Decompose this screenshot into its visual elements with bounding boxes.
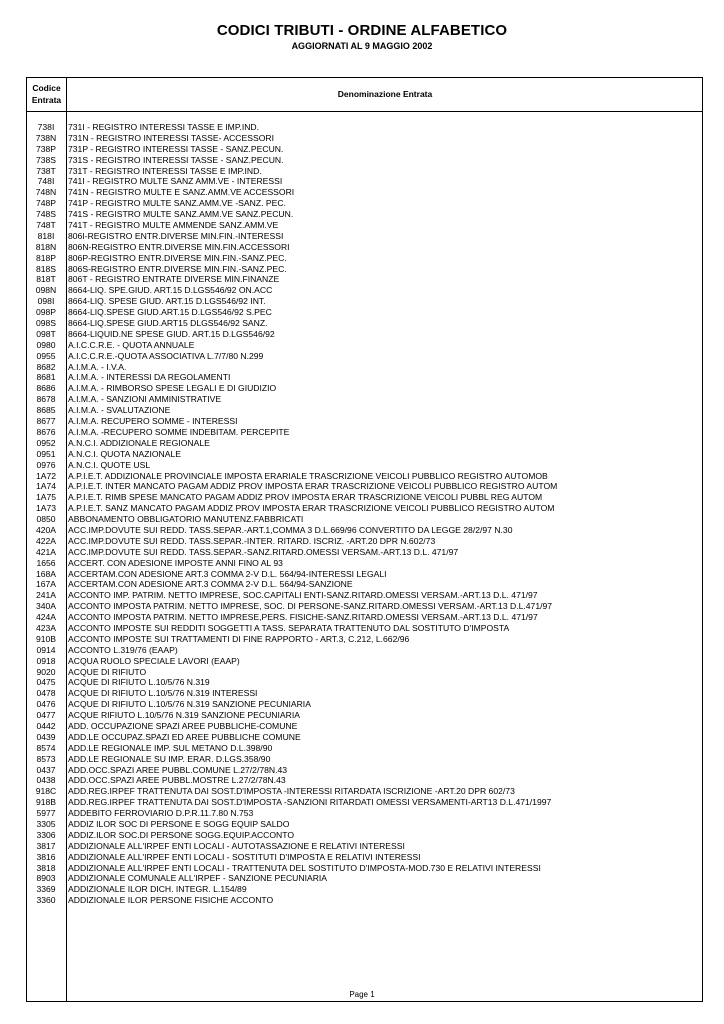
table-row <box>26 645 703 656</box>
row-name: ACQUE DI RIFIUTO L.10/5/76 N.319 SANZIONE PECUNIARIA <box>68 699 311 710</box>
row-name: 8664-LIQUID.NE SPESE GIUD. ART.15 D.LGS546/92 <box>68 328 275 339</box>
row-name: A.P.I.E.T. ADDIZIONALE PROVINCIALE IMPOSTA ERARIALE TRASCRIZIONE VEICOLI PUBBLICO REGISTRO AUTOMOB <box>68 470 548 481</box>
row-name: ADDIZIONALE ILOR DICH. INTEGR. L.154/89 <box>68 884 247 895</box>
table-row <box>26 819 703 830</box>
row-code: 0437 <box>36 764 56 775</box>
row-code: 1A74 <box>35 481 57 492</box>
row-name: 741N - REGISTRO MULTE E SANZ.AMM.VE ACCESSORI <box>68 187 295 198</box>
row-code: 424A <box>35 612 57 623</box>
table-row <box>26 416 703 427</box>
row-code: 0914 <box>36 644 56 655</box>
row-code: 3360 <box>36 895 56 906</box>
row-code: 910B <box>35 633 57 644</box>
row-code: 0850 <box>36 514 56 525</box>
table-row <box>26 525 703 536</box>
row-name: ACCONTO IMP. PATRIM. NETTO IMPRESE, SOC.CAPITALI ENTI-SANZ.RITARD.OMESSI VERSAM.-ART.13 D.L. 471/97 <box>68 590 538 601</box>
row-code: 8678 <box>36 394 56 405</box>
row-code: 0952 <box>36 437 56 448</box>
row-code: 0478 <box>36 688 56 699</box>
row-code: 0976 <box>36 459 56 470</box>
row-name: ACCONTO IMPOSTA PATRIM. NETTO IMPRESE, SOC. DI PERSONE-SANZ.RITARD.OMESSI VERSAM.-ART.13 D.L.471/97 <box>68 601 553 612</box>
row-name: ADDIZIONALE COMUNALE ALL'IRPEF - SANZIONE PECUNIARIA <box>68 873 328 884</box>
row-name: ADDIZIONALE ALL'IRPEF ENTI LOCALI - AUTOTASSAZIONE E RELATIVI INTERESSI <box>68 840 405 851</box>
table-row <box>26 471 703 482</box>
row-code: 0918 <box>36 655 56 666</box>
row-code: 918B <box>35 797 57 808</box>
row-code: 8677 <box>36 416 56 427</box>
table-row <box>26 710 703 721</box>
row-code: 168A <box>35 568 57 579</box>
row-name: 731P - REGISTRO INTERESSI TASSE - SANZ.PECUN. <box>68 143 284 154</box>
row-code: 098P <box>35 307 57 318</box>
row-name: ACQUE DI RIFIUTO L.10/5/76 N.319 <box>68 677 210 688</box>
row-name: ADD.LE OCCUPAZ.SPAZI ED AREE PUBBLICHE COMUNE <box>68 731 301 742</box>
table-row <box>26 873 703 884</box>
table-row <box>26 492 703 503</box>
table-row <box>26 372 703 383</box>
table-row <box>26 253 703 264</box>
table-row <box>26 231 703 242</box>
page-subtitle: AGGIORNATI AL 9 MAGGIO 2002 <box>291 41 433 51</box>
row-name: 731N - REGISTRO INTERESSI TASSE- ACCESSORI <box>68 132 274 143</box>
row-name: ACCERTAM.CON ADESIONE ART.3 COMMA 2-V D.L. 564/94-SANZIONE <box>68 579 353 590</box>
column-header-name: Denominazione Entrata <box>337 89 433 99</box>
row-code: 818I <box>37 230 55 241</box>
row-code: 8685 <box>36 405 56 416</box>
row-code: 738T <box>36 165 56 176</box>
table-row <box>26 318 703 329</box>
row-name: ADD. OCCUPAZIONE SPAZI AREE PUBBLICHE-COMUNE <box>68 720 298 731</box>
row-name: ACCONTO IMPOSTE SUI REDDITI SOGGETTI A TASS. SEPARATA TRATTENUTO DAL SOSTITUTO D'IMPOSTA <box>68 622 510 633</box>
row-code: 8681 <box>36 372 56 383</box>
row-code: 748I <box>37 176 55 187</box>
row-name: 806N-REGISTRO ENTR.DIVERSE MIN.FIN.ACCESSORI <box>68 241 290 252</box>
row-name: A.I.M.A. RECUPERO SOMME - INTERESSI <box>68 416 238 427</box>
row-code: 421A <box>35 546 57 557</box>
row-code: 0951 <box>36 448 56 459</box>
table-row <box>26 307 703 318</box>
row-code: 748P <box>35 198 57 209</box>
row-name: 731I - REGISTRO INTERESSI TASSE E IMP.IND. <box>68 122 260 132</box>
row-code: 8686 <box>36 383 56 394</box>
table-row <box>26 242 703 253</box>
row-name: 8664-LIQ. SPE.GIUD. ART.15 D.LGS546/92 ON.ACC <box>68 285 273 296</box>
row-code: 422A <box>35 535 57 546</box>
table-row <box>26 667 703 678</box>
table-row <box>26 166 703 177</box>
table-row <box>26 841 703 852</box>
row-code: 3306 <box>36 829 56 840</box>
row-name: 8664-LIQ.SPESE GIUD.ART15 DLGS546/92 SANZ. <box>68 318 268 329</box>
row-name: ACCERTAM.CON ADESIONE ART.3 COMMA 2-V D.L. 564/94-INTERESSI LEGALI <box>68 568 387 579</box>
table-row <box>26 547 703 558</box>
row-name: A.I.M.A. - SVALUTAZIONE <box>68 405 171 416</box>
table-row <box>26 264 703 275</box>
page-number: Page 1 <box>349 990 375 999</box>
table-row <box>26 699 703 710</box>
row-code: 738I <box>37 122 55 132</box>
row-name: ADD.OCC.SPAZI AREE PUBBL.MOSTRE L.27/2/78N.43 <box>68 775 286 786</box>
header-divider <box>26 111 703 112</box>
row-name: ADDIZIONALE ALL'IRPEF ENTI LOCALI - TRATTENUTA DEL SOSTITUTO D'IMPOSTA-MOD.730 E RELATIVI INTERESSI <box>68 862 541 873</box>
row-name: ACCONTO IMPOSTE SUI TRATTAMENTI DI FINE RAPPORTO - ART.3, C.212, L.662/96 <box>68 633 410 644</box>
row-code: 818S <box>35 263 57 274</box>
table-body <box>26 122 703 906</box>
row-code: 098S <box>35 318 57 329</box>
row-code: 748N <box>35 187 57 198</box>
row-code: 241A <box>35 590 57 601</box>
row-code: 3818 <box>36 862 56 873</box>
row-code: 818P <box>35 252 57 263</box>
row-code: 423A <box>35 622 57 633</box>
row-name: ADD.OCC.SPAZI AREE PUBBL.COMUNE L.27/2/78N.43 <box>68 764 288 775</box>
row-code: 3816 <box>36 851 56 862</box>
row-name: ADDIZ.ILOR SOC.DI PERSONE SOGG.EQUIP.ACCONTO <box>68 829 295 840</box>
table-row <box>26 765 703 776</box>
row-code: 3369 <box>36 884 56 895</box>
table-row <box>26 732 703 743</box>
row-name: 741P - REGISTRO MULTE SANZ.AMM.VE -SANZ. PEC. <box>68 198 286 209</box>
row-name: ADD.REG.IRPEF TRATTENUTA DAI SOST.D'IMPOSTA -SANZIONI RITARDATI OMESSI VERSAMENTI-ART13 D.L.471/1997 <box>68 797 552 808</box>
row-code: 748S <box>35 209 57 220</box>
table-row <box>26 612 703 623</box>
row-code: 8903 <box>36 873 56 884</box>
row-code: 738P <box>35 143 57 154</box>
row-name: ADDIZIONALE ALL'IRPEF ENTI LOCALI - SOSTITUTI D'IMPOSTA E RELATIVI INTERESSI <box>68 851 421 862</box>
table-row <box>26 601 703 612</box>
row-code: 5977 <box>36 808 56 819</box>
row-name: ACC.IMP.DOVUTE SUI REDD. TASS.SEPAR.-INTER. RITARD. ISCRIZ. -ART.20 DPR N.602/73 <box>68 535 436 546</box>
row-code: 818N <box>35 241 57 252</box>
table-row <box>26 394 703 405</box>
row-code: 0980 <box>36 339 56 350</box>
row-code: 0477 <box>36 710 56 721</box>
row-code: 0475 <box>36 677 56 688</box>
row-code: 8682 <box>36 361 56 372</box>
row-name: A.I.M.A. - I.V.A. <box>68 361 127 372</box>
table-row <box>26 590 703 601</box>
row-name: 741I - REGISTRO MULTE SANZ AMM.VE - INTERESSI <box>68 176 283 187</box>
table-row <box>26 460 703 471</box>
row-code: 818T <box>36 274 56 285</box>
row-name: ADD.REG.IRPEF TRATTENUTA DAI SOST.D'IMPOSTA -INTERESSI RITARDATA ISCRIZIONE -ART.20 DPR 602/73 <box>68 786 515 797</box>
row-name: 741S - REGISTRO MULTE SANZ.AMM.VE SANZ.PECUN. <box>68 209 294 220</box>
row-name: A.I.C.C.R.E.-QUOTA ASSOCIATIVA L.7/7/80 N.299 <box>68 350 264 361</box>
row-name: 806S-REGISTRO ENTR.DIVERSE MIN.FIN.-SANZ.PEC. <box>68 263 287 274</box>
row-code: 1A72 <box>35 470 57 481</box>
table-row <box>26 514 703 525</box>
row-name: A.I.C.C.R.E. - QUOTA ANNUALE <box>68 339 195 350</box>
table-row <box>26 786 703 797</box>
table-row <box>26 558 703 569</box>
row-name: A.I.M.A. - INTERESSI DA REGOLAMENTI <box>68 372 231 383</box>
page-title: CODICI TRIBUTI - ORDINE ALFABETICO <box>216 22 508 39</box>
row-name: 731S - REGISTRO INTERESSI TASSE - SANZ.PECUN. <box>68 154 284 165</box>
row-name: A.N.C.I. QUOTE USL <box>68 459 151 470</box>
row-code: 098I <box>37 296 55 307</box>
table-row <box>26 623 703 634</box>
row-name: 741T - REGISTRO MULTE AMMENDE SANZ.AMM.VE <box>68 220 279 231</box>
row-code: 167A <box>35 579 57 590</box>
row-code: 918C <box>35 786 57 797</box>
row-code: 340A <box>35 601 57 612</box>
row-code: 0438 <box>36 775 56 786</box>
row-code: 738N <box>35 132 57 143</box>
table-row <box>26 481 703 492</box>
row-code: 9020 <box>36 666 56 677</box>
row-name: ACQUE DI RIFIUTO L.10/5/76 N.319 INTERESSI <box>68 688 258 699</box>
column-header-code-line2: Entrata <box>31 95 62 105</box>
row-name: A.P.I.E.T. SANZ MANCATO PAGAM ADDIZ PROV IMPOSTA ERAR TRASCRIZIONE VEICOLI PUBBLICO REGISTRO AUTOM <box>68 503 555 514</box>
table-row <box>26 775 703 786</box>
row-name: A.P.I.E.T. RIMB SPESE MANCATO PAGAM ADDIZ PROV IMPOSTA ERAR TRASCRIZIONE VEICOLI PUBBL REG AUTOM <box>68 492 543 503</box>
table-row <box>26 329 703 340</box>
table-row <box>26 340 703 351</box>
table-row <box>26 797 703 808</box>
row-code: 098N <box>35 285 57 296</box>
table-row <box>26 852 703 863</box>
table-row <box>26 144 703 155</box>
table-row <box>26 220 703 231</box>
table-row <box>26 427 703 438</box>
table-row <box>26 285 703 296</box>
row-name: 806T - REGISTRO ENTRATE DIVERSE MIN.FINANZE <box>68 274 280 285</box>
row-code: 1656 <box>36 557 56 568</box>
row-name: A.I.M.A. -RECUPERO SOMME INDEBITAM. PERCEPITE <box>68 426 290 437</box>
row-code: 738S <box>35 154 57 165</box>
row-name: ADD.LE REGIONALE IMP. SUL METANO D.L.398/90 <box>68 742 273 753</box>
table-row <box>26 438 703 449</box>
table-row <box>26 721 703 732</box>
table-row <box>26 569 703 580</box>
table-row <box>26 274 703 285</box>
table-row <box>26 362 703 373</box>
row-name: A.N.C.I. QUOTA NAZIONALE <box>68 448 182 459</box>
row-name: 8664-LIQ.SPESE GIUD.ART.15 D.LGS546/92 S.PEC <box>68 307 272 318</box>
row-code: 0955 <box>36 350 56 361</box>
table-row <box>26 656 703 667</box>
table-row <box>26 895 703 906</box>
row-code: 8573 <box>36 753 56 764</box>
table-row <box>26 198 703 209</box>
row-name: ADD.LE REGIONALE SU IMP. ERAR. D.LGS.358/90 <box>68 753 271 764</box>
row-name: A.P.I.E.T. INTER MANCATO PAGAM ADDIZ PROV IMPOSTA ERAR TRASCRIZIONE VEICOLI PUBBLICO REGISTRO AUTOM <box>68 481 558 492</box>
table-row <box>26 176 703 187</box>
row-name: ACQUE RIFIUTO L.10/5/76 N.319 SANZIONE PECUNIARIA <box>68 710 300 721</box>
table-row <box>26 405 703 416</box>
row-code: 098T <box>36 328 56 339</box>
row-name: 806I-REGISTRO ENTR.DIVERSE MIN.FIN.-INTERESSI <box>68 230 284 241</box>
table-row <box>26 122 703 133</box>
row-name: ACQUA RUOLO SPECIALE LAVORI (EAAP) <box>68 655 240 666</box>
row-name: ACCONTO IMPOSTA PATRIM. NETTO IMPRESE,PERS. FISICHE-SANZ.RITARD.OMESSI VERSAM.-ART.13 D.L. 471/97 <box>68 612 538 623</box>
table-row <box>26 383 703 394</box>
row-code: 8574 <box>36 742 56 753</box>
table-row <box>26 209 703 220</box>
row-name: ADDEBITO FERROVIARIO D.P.R.11.7.80 N.753 <box>68 808 254 819</box>
row-name: A.I.M.A. - SANZIONI AMMINISTRATIVE <box>68 394 222 405</box>
table-row <box>26 187 703 198</box>
row-name: 731T - REGISTRO INTERESSI TASSE E IMP.IND. <box>68 165 262 176</box>
row-name: ADDIZ ILOR SOC DI PERSONE E SOGG EQUIP SALDO <box>68 819 290 829</box>
table-row <box>26 830 703 841</box>
row-code: 0476 <box>36 699 56 710</box>
table-row <box>26 133 703 144</box>
column-header-code <box>27 82 66 106</box>
row-name: A.I.M.A. - RIMBORSO SPESE LEGALI E DI GIUDIZIO <box>68 383 277 394</box>
table-row <box>26 503 703 514</box>
table-row <box>26 296 703 307</box>
row-name: ADDIZIONALE ILOR PERSONE FISICHE ACCONTO <box>68 895 274 906</box>
table-row <box>26 863 703 874</box>
table-row <box>26 155 703 166</box>
row-code: 1A73 <box>35 503 57 514</box>
row-code: 0442 <box>36 720 56 731</box>
row-name: 8664-LIQ. SPESE GIUD. ART.15 D.LGS546/92 INT. <box>68 296 266 307</box>
row-code: 8676 <box>36 426 56 437</box>
table-row <box>26 808 703 819</box>
row-name: 806P-REGISTRO ENTR.DIVERSE MIN.FIN.-SANZ.PEC. <box>68 252 287 263</box>
row-name: ACC.IMP.DOVUTE SUI REDD. TASS.SEPAR.-SANZ.RITARD.OMESSI VERSAM.-ART.13 D.L. 471/97 <box>68 546 459 557</box>
table-row <box>26 634 703 645</box>
table-row <box>26 449 703 460</box>
table-row <box>26 688 703 699</box>
table-row <box>26 351 703 362</box>
column-header-code-line1: Codice <box>32 83 61 93</box>
table-row <box>26 754 703 765</box>
row-name: ACCONTO L.319/76 (EAAP) <box>68 644 178 655</box>
row-name: ACC.IMP.DOVUTE SUI REDD. TASS.SEPAR.-ART.1,COMMA 3 D.L.669/96 CONVERTITO DA LEGGE 28/2/97 N.30 <box>68 524 513 535</box>
row-code: 748T <box>36 220 56 231</box>
table-row <box>26 536 703 547</box>
row-name: A.N.C.I. ADDIZIONALE REGIONALE <box>68 437 210 448</box>
row-code: 3817 <box>36 840 56 851</box>
row-code: 420A <box>35 524 57 535</box>
row-code: 0439 <box>36 731 56 742</box>
row-name: ABBONAMENTO OBBLIGATORIO MANUTENZ.FABBRICATI <box>68 514 304 525</box>
row-name: ACCERT. CON ADESIONE IMPOSTE ANNI FINO AL 93 <box>68 557 283 568</box>
row-code: 3305 <box>36 819 56 829</box>
table-row <box>26 884 703 895</box>
row-code: 1A75 <box>35 492 57 503</box>
table-row <box>26 677 703 688</box>
row-name: ACQUE DI RIFIUTO <box>68 666 147 677</box>
table-row <box>26 743 703 754</box>
table-row <box>26 579 703 590</box>
